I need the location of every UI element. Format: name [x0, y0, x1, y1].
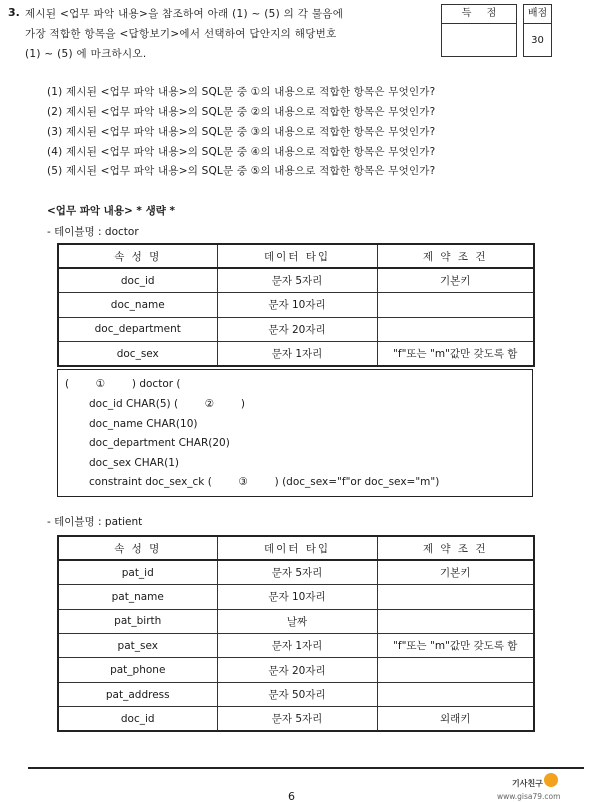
points-value: 30: [531, 35, 544, 46]
sql-code-box: [57, 369, 533, 497]
sql-line-1: ( ① ) doctor (: [65, 378, 181, 390]
table-row: [58, 707, 534, 731]
sql-line-4: doc_department CHAR(20): [89, 437, 230, 449]
footer-divider: [28, 767, 584, 769]
sub-question-3: (3) 제시된 <업무 파악 내용>의 SQL문 중 ③의 내용으로 적합한 항목은 무엇인가?: [47, 126, 436, 138]
table-row: [58, 634, 534, 658]
table-cell: pat_name: [58, 585, 217, 609]
header-data-type: 데이터 타입: [217, 244, 377, 268]
table-cell: [377, 609, 534, 633]
table-cell: [377, 682, 534, 706]
doctor-table-label: - 테이블명 : doctor: [47, 226, 139, 238]
table-cell: pat_id: [58, 560, 217, 584]
question-number: 3.: [8, 6, 20, 19]
table-cell: 문자 1자리: [217, 342, 377, 366]
table-cell: [377, 293, 534, 317]
table-cell: "f"또는 "m"값만 갖도록 함: [377, 634, 534, 658]
table-header-row: [58, 536, 534, 560]
table-cell: 문자 5자리: [217, 707, 377, 731]
table-row: [58, 268, 534, 292]
table-row: [58, 342, 534, 366]
table-cell: 외래키: [377, 707, 534, 731]
page-number: 6: [288, 790, 295, 802]
patient-table: [57, 535, 535, 732]
table-cell: 문자 1자리: [217, 634, 377, 658]
table-cell: 문자 10자리: [217, 293, 377, 317]
table-cell: 날짜: [217, 609, 377, 633]
logo-icon: [544, 773, 558, 787]
table-row: [58, 585, 534, 609]
sub-question-2: (2) 제시된 <업무 파악 내용>의 SQL문 중 ②의 내용으로 적합한 항목은 무엇인가?: [47, 106, 436, 118]
table-cell: pat_sex: [58, 634, 217, 658]
table-cell: pat_phone: [58, 658, 217, 682]
table-row: [58, 682, 534, 706]
question-text-line-3: (1) ~ (5) 에 마크하시오.: [25, 48, 147, 60]
table-cell: 기본키: [377, 560, 534, 584]
header-attribute: 속 성 명: [58, 536, 217, 560]
table-cell: 문자 20자리: [217, 317, 377, 341]
table-cell: 문자 5자리: [217, 268, 377, 292]
sql-line-3: doc_name CHAR(10): [89, 418, 198, 430]
table-cell: 문자 5자리: [217, 560, 377, 584]
table-row: [58, 293, 534, 317]
table-header-row: [58, 244, 534, 268]
table-cell: doc_name: [58, 293, 217, 317]
logo-url: www.gisa79.com: [497, 792, 561, 801]
points-box: [523, 4, 552, 57]
sub-question-1: (1) 제시된 <업무 파악 내용>의 SQL문 중 ①의 내용으로 적합한 항목은 무엇인가?: [47, 86, 436, 98]
table-cell: doc_id: [58, 707, 217, 731]
score-label: 득 점: [442, 5, 516, 24]
table-row: [58, 317, 534, 341]
table-cell: 문자 50자리: [217, 682, 377, 706]
sub-question-5: (5) 제시된 <업무 파악 내용>의 SQL문 중 ⑤의 내용으로 적합한 항목은 무엇인가?: [47, 165, 436, 177]
patient-table-label: - 테이블명 : patient: [47, 516, 143, 528]
header-constraint: 제 약 조 건: [377, 244, 534, 268]
table-cell: 문자 10자리: [217, 585, 377, 609]
table-cell: pat_birth: [58, 609, 217, 633]
section-title: <업무 파악 내용> * 생략 *: [47, 205, 175, 217]
doctor-table: [57, 243, 535, 367]
table-cell: doc_sex: [58, 342, 217, 366]
table-cell: doc_id: [58, 268, 217, 292]
table-cell: [377, 317, 534, 341]
header-constraint: 제 약 조 건: [377, 536, 534, 560]
sql-line-5: doc_sex CHAR(1): [89, 457, 179, 469]
sql-line-2: doc_id CHAR(5) ( ② ): [89, 398, 245, 410]
table-row: [58, 658, 534, 682]
table-cell: "f"또는 "m"값만 갖도록 함: [377, 342, 534, 366]
table-cell: doc_department: [58, 317, 217, 341]
table-cell: [377, 585, 534, 609]
table-cell: pat_address: [58, 682, 217, 706]
table-cell: [377, 658, 534, 682]
table-cell: 문자 20자리: [217, 658, 377, 682]
header-attribute: 속 성 명: [58, 244, 217, 268]
logo-text: 기사친구: [512, 779, 543, 788]
table-row: [58, 609, 534, 633]
table-row: [58, 560, 534, 584]
header-data-type: 데이터 타입: [217, 536, 377, 560]
question-text-line-2: 가장 적합한 항목을 <답항보기>에서 선택하여 답안지의 해당번호: [25, 28, 337, 40]
question-text-line-1: 제시된 <업무 파악 내용>을 참조하여 아래 (1) ~ (5) 의 각 물음에: [25, 8, 344, 20]
score-box: [441, 4, 517, 57]
sql-line-6: constraint doc_sex_ck ( ③ ) (doc_sex="f"or doc_sex="m"): [89, 476, 440, 488]
points-label: 배점: [524, 5, 551, 24]
table-cell: 기본키: [377, 268, 534, 292]
sub-question-4: (4) 제시된 <업무 파악 내용>의 SQL문 중 ④의 내용으로 적합한 항목은 무엇인가?: [47, 146, 436, 158]
